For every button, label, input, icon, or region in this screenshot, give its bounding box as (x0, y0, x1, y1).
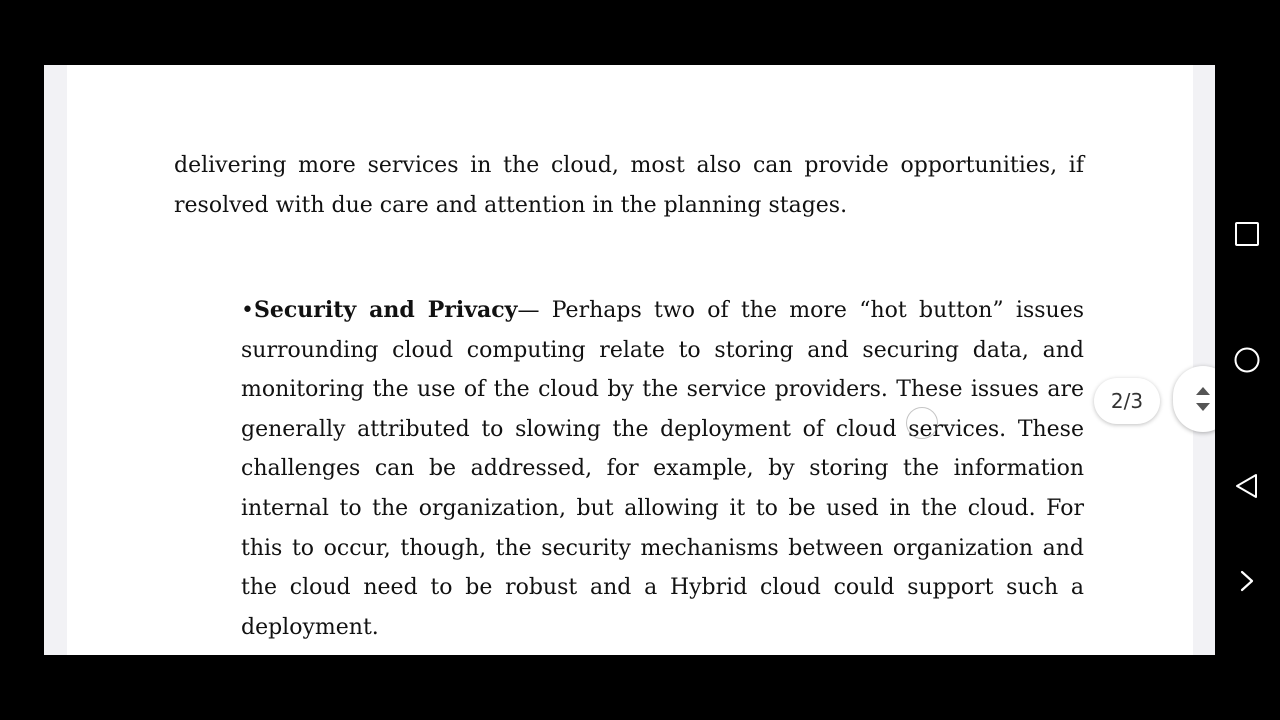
home-button[interactable] (1231, 344, 1263, 376)
document-viewer[interactable] (44, 65, 1215, 655)
page-indicator-text: 2/3 (1110, 389, 1144, 413)
square-icon (1233, 220, 1261, 248)
touch-indicator (906, 407, 938, 439)
page-indicator (1094, 378, 1160, 424)
chevron-right-icon (1233, 567, 1261, 595)
system-navigation-bar (1215, 0, 1280, 720)
bullet-body-text: Perhaps two of the more “hot button” issues surrounding cloud computing relate to storing and securing data, and monitoring the use of the cloud by the service providers. These issues are generally attributed to slowing the deployment of cloud services. These challenges can be addressed, for example, by storing the information internal to the organization, but allowing it to be used in the cloud. For this to occur, though, the security mechanisms between organization and the cloud need to be robust and a Hybrid cloud could support such a deployment. (241, 298, 1085, 640)
em-dash: — (517, 298, 540, 323)
paragraph-text: delivering more services in the cloud, most also can provide opportunities, if resolved with due care and attention in the planning stages. (174, 153, 1084, 218)
recent-apps-button[interactable] (1231, 218, 1263, 250)
bullet-paragraph (241, 291, 1084, 647)
expand-nav-button[interactable] (1231, 565, 1263, 597)
triangle-back-icon (1233, 472, 1261, 500)
bullet-heading: Security and Privacy (253, 297, 518, 323)
document-page[interactable] (67, 65, 1193, 655)
scroll-up-down-icon (1193, 384, 1213, 414)
bullet-symbol: • (241, 298, 254, 323)
back-button[interactable] (1231, 470, 1263, 502)
circle-icon (1233, 346, 1261, 374)
